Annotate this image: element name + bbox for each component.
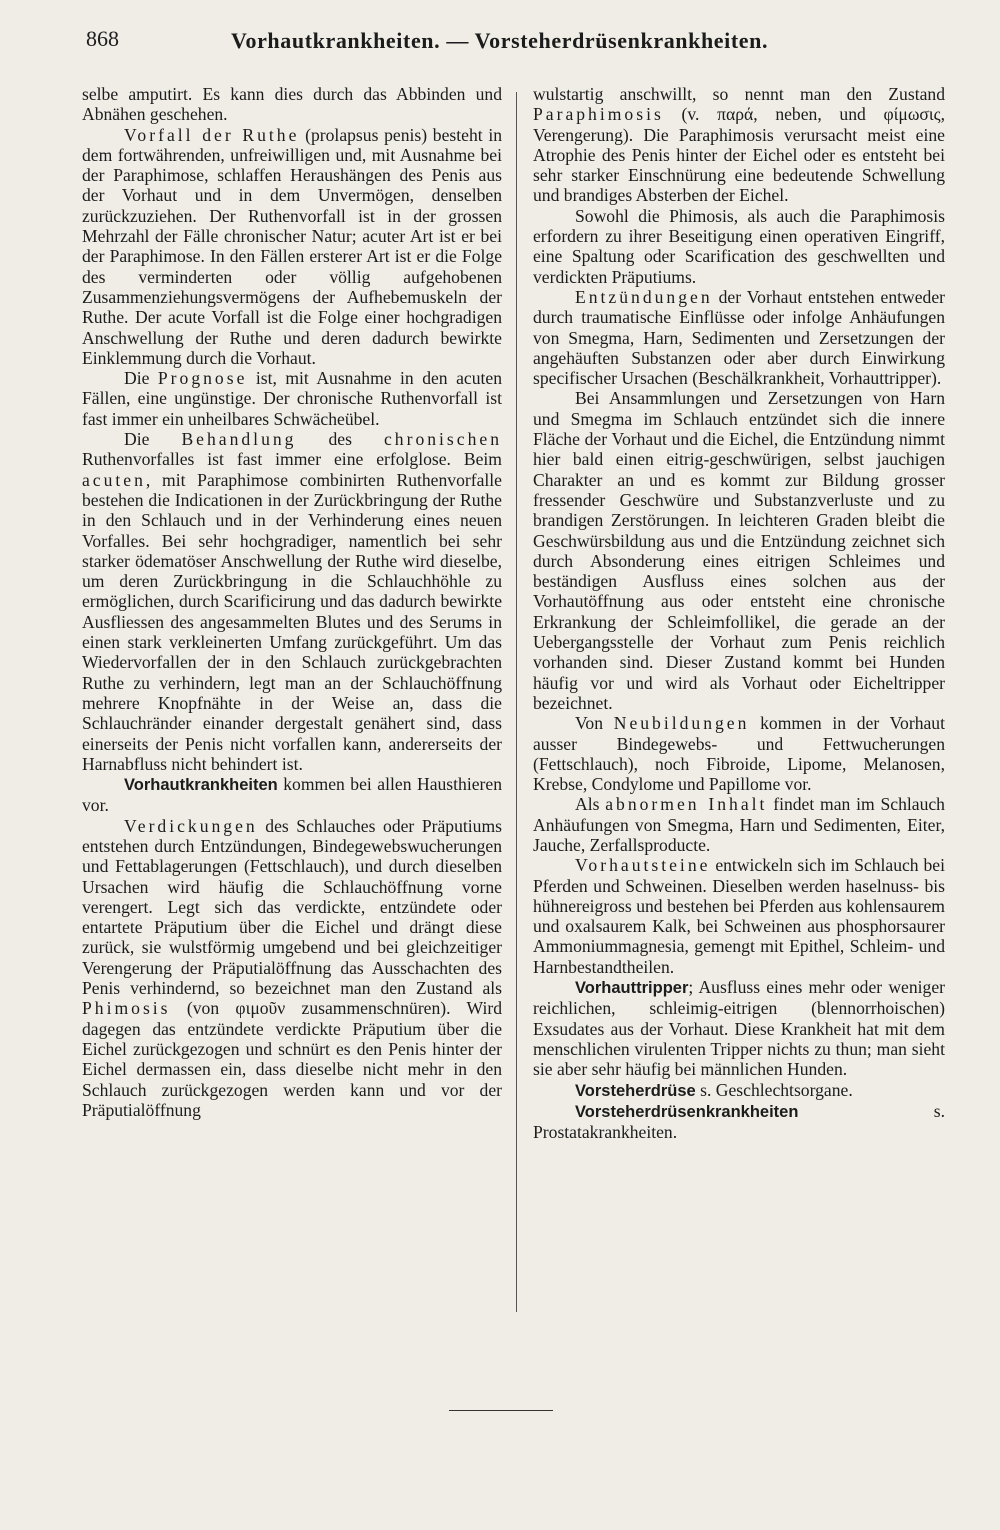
paragraph-text: selbe amputirt. Es kann dies durch das Abbinden und Abnähen geschehen.	[82, 84, 502, 125]
paragraph-text: wulstartig anschwillt, so nennt man den Zustand	[533, 84, 945, 104]
paragraph-text: kommen bei allen Hausthieren vor.	[82, 774, 502, 816]
spaced-term: abnormen Inhalt	[605, 794, 768, 815]
paragraph-text: (prolapsus penis) besteht in dem fortwährenden, unfreiwilligen und, mit Ausnahme bei der Paraphimose, schlaffen Heraushängen des Penis aus der Vorhaut und in dem Unvermögen, denselben zurückzuziehen. Der Ruthenvorfall ist in der grossen Mehrzahl der Fälle chronischer Natur; acuter Art ist er bei der Paraphimose. In den Fällen ersterer Art ist er die Folge des verminderten oder völlig aufgehobenen Zusammenziehungsvermögens der Aufhebemuskeln der Ruthe. Der acute Vorfall ist die Folge einer hochgradigen Anschwellung der Ruthe und deren dadurch bewirkte Einklemmung durch die Vorhaut.	[82, 124, 503, 368]
paragraph-text: Ruthenvorfalles ist fast immer eine erfolglose. Beim	[82, 449, 502, 470]
paragraph-text: kommen in der Vorhaut ausser Bindegewebs- und Fettwucherungen (Fettschlauch), noch Fibroide, Lipome, Melanosen, Krebse, Condylome und Papillome vor.	[533, 713, 945, 795]
paragraph-text: Sowohl die Phimosis, als auch die Paraphimosis erfordern zu ihrer Beseitigung einen operativen Eingriff, eine Spaltung oder Scarification des geschwellten und verdickten Präputiums.	[533, 205, 945, 287]
paragraph	[533, 855, 945, 977]
paragraph-text: Von	[575, 713, 614, 734]
spaced-term: Prognose	[157, 368, 248, 389]
paragraph-text: Die	[124, 429, 182, 450]
paragraph-text: der Vorhaut entstehen entweder durch traumatische Einflüsse oder infolge Anhäufungen von Smegma, Harn, Sedimenten und Zersetzungen der angehäuften Substanzen oder aber durch Einwirkung specifischer Ursachen (Beschälkrankheit, Vorhauttripper).	[533, 286, 945, 389]
entry-heading: Vorhautkrankheiten	[124, 776, 278, 795]
spaced-term: Entzündungen	[575, 286, 713, 307]
paragraph-text: (v. παρά, neben, und φίμωσις, Verengerung). Die Paraphimosis verursacht meist eine Atrophie des Penis hinter der Eichel oder es entsteht bei sehr starker Einschnürung eine bedeutende Schwellung und brandiges Absterben der Eichel.	[533, 104, 945, 206]
paragraph-text: Die	[124, 368, 158, 389]
page-number: 868	[86, 26, 119, 51]
paragraph	[533, 1080, 945, 1101]
paragraph	[533, 713, 945, 794]
paragraph-text: Bei Ansammlungen und Zersetzungen von Harn und Smegma im Schlauch entzündet sich die innere Fläche der Vorhaut und die Eichel, die Entzündung nimmt hier bald einen eitrig-geschwürigen, selbst jauchigen Charakter an und es kommt zur Bildung grosser fressender Geschwüre und Substanzverluste und zu brandigen Zerstörungen. In leichteren Graden bleibt die Geschwürsbildung aus und die Entzündung zeichnet sich durch Absonderung eines eitrigen Schleimes und beständigen Ausfluss eines solchen aus der Vorhautöffnung aus oder entsteht eine chronische Erkrankung der Schleimfollikel, die gerade an der Uebergangsstelle der Vorhaut zum Penis reichlich vorhanden sind. Dieser Zustand kommt bei Hunden häufig vor und wird als Vorhaut oder Eicheltripper bezeichnet.	[533, 388, 945, 713]
paragraph-text: findet man im Schlauch Anhäufungen von Smegma, Harn und Sedimenten, Eiter, Jauche, Zerfallsproducte.	[533, 794, 945, 855]
paragraph	[82, 774, 502, 816]
spaced-term: Vorfall der Ruthe	[124, 124, 300, 145]
column-divider	[516, 92, 517, 1312]
paragraph-text: , mit Paraphimose combinirten Ruthenvorfalle bestehen die Indicationen in der Zurückbringung der Ruthe in den Schlauch und in der Verhinderung eines neuen Vorfalles. Bei sehr hochgradiger, namentlich bei sehr starker ödematöser Anschwellung der Ruthe wird dieselbe, um deren Zurückbringung in die Schlauchhöhle zu ermöglichen, durch Scarificirung und das dadurch bewirkte Ausfliessen des angesammelten Blutes und des Serums in einen stark verkleinerten Umfang zurückgeführt. Um das Wiedervorfallen der in den Schlauch zurückgebrachten Ruthe zu verhindern, legt man an der Schlauchöffnung mehrere Knopfnähte in der Weise an, dass die Schlauchränder einander dergestalt genähert sind, dass einerseits der Penis nicht vorfallen kann, andererseits der Harnabfluss nicht behindert ist.	[82, 469, 502, 774]
entry-heading: Vorhauttripper	[575, 979, 689, 998]
spaced-term: Neubildungen	[613, 713, 750, 734]
paragraph	[82, 429, 502, 774]
paragraph-text: (von φιμοῦν zusammenschnüren). Wird dagegen das entzündete verdickte Präputium über die Eichel zurückgezogen und schnürt es den Penis hinter der Eichel dermassen ein, dass dieselbe nicht mehr in den Schlauch zurückgezogen werden kann und vor der Präputialöffnung	[82, 998, 502, 1120]
entry-heading: Vorsteherdrüsenkrankheiten	[575, 1102, 799, 1121]
paragraph	[82, 125, 502, 369]
paragraph	[533, 1101, 945, 1143]
spaced-term: chronischen	[383, 429, 502, 450]
paragraph-text: ; Ausfluss eines mehr oder weniger reichlichen, schleimig-eitrigen (blennorrhoischen) Exsudates aus der Vorhaut. Diese Krankheit hat mit dem menschlichen virulenten Tripper nichts zu thun; man sieht sie aber sehr häufig bei männlichen Hunden.	[533, 977, 945, 1080]
spaced-term: Paraphimosis	[533, 104, 664, 125]
paragraph-text: s. Geschlechtsorgane.	[695, 1079, 853, 1100]
spaced-term: Phimosis	[82, 998, 171, 1019]
left-column	[82, 84, 502, 1120]
paragraph	[82, 816, 502, 1120]
page-header	[86, 26, 810, 66]
right-column	[533, 84, 945, 1142]
paragraph	[533, 977, 945, 1079]
spaced-term: acuten	[82, 469, 146, 490]
spaced-term: Behandlung	[181, 429, 297, 450]
spaced-term: Verdickungen	[124, 815, 258, 836]
spaced-term: Vorhautsteine	[575, 855, 711, 876]
paragraph	[533, 388, 945, 713]
running-title: Vorhautkrankheiten. — Vorsteherdrüsenkrankheiten.	[231, 28, 769, 53]
paragraph	[533, 287, 945, 388]
paragraph	[533, 206, 945, 287]
paragraph	[533, 794, 945, 855]
paragraph-text: entwickeln sich im Schlauch bei Pferden und Schweinen. Dieselben werden haselnuss- bis hühnereigross und bestehen bei Pferden aus kohlensaurem und oxalsaurem Kalk, bei Schweinen aus phosphorsaurer Ammoniummagnesia, gemengt mit Epithel, Schleim- und Harnbestandtheilen.	[533, 855, 945, 977]
paragraph	[82, 368, 502, 429]
paragraph-text: des Schlauches oder Präputiums entstehen durch Entzündungen, Bindegewebswucherungen und Fettablagerungen (Fettschlauch), und durch dieselben Ursachen wird häufig die Schlauchöffnung vorne verengert. Legt sich das verdickte, entzündete oder entartete Präputium über die Eichel und drängt diese zurück, sie wulstförmig umgebend und bei gleichzeitiger Verengerung der Präputialöffnung das Ausschachten des Penis verhindernd, so bezeichnet man den Zustand als	[82, 815, 502, 999]
paragraph	[533, 84, 945, 206]
paragraph-text: ist, mit Ausnahme in den acuten Fällen, eine ungünstige. Der chronische Ruthenvorfall ist fast immer ein unheilbares Schwächeübel.	[82, 368, 502, 429]
paragraph-text: des	[296, 429, 384, 450]
entry-heading: Vorsteherdrüse	[575, 1081, 696, 1100]
footer-rule	[449, 1410, 553, 1411]
paragraph-text: s. Prostatakrankheiten.	[533, 1100, 945, 1143]
paragraph-text: Als	[575, 794, 606, 815]
paragraph	[82, 84, 502, 125]
